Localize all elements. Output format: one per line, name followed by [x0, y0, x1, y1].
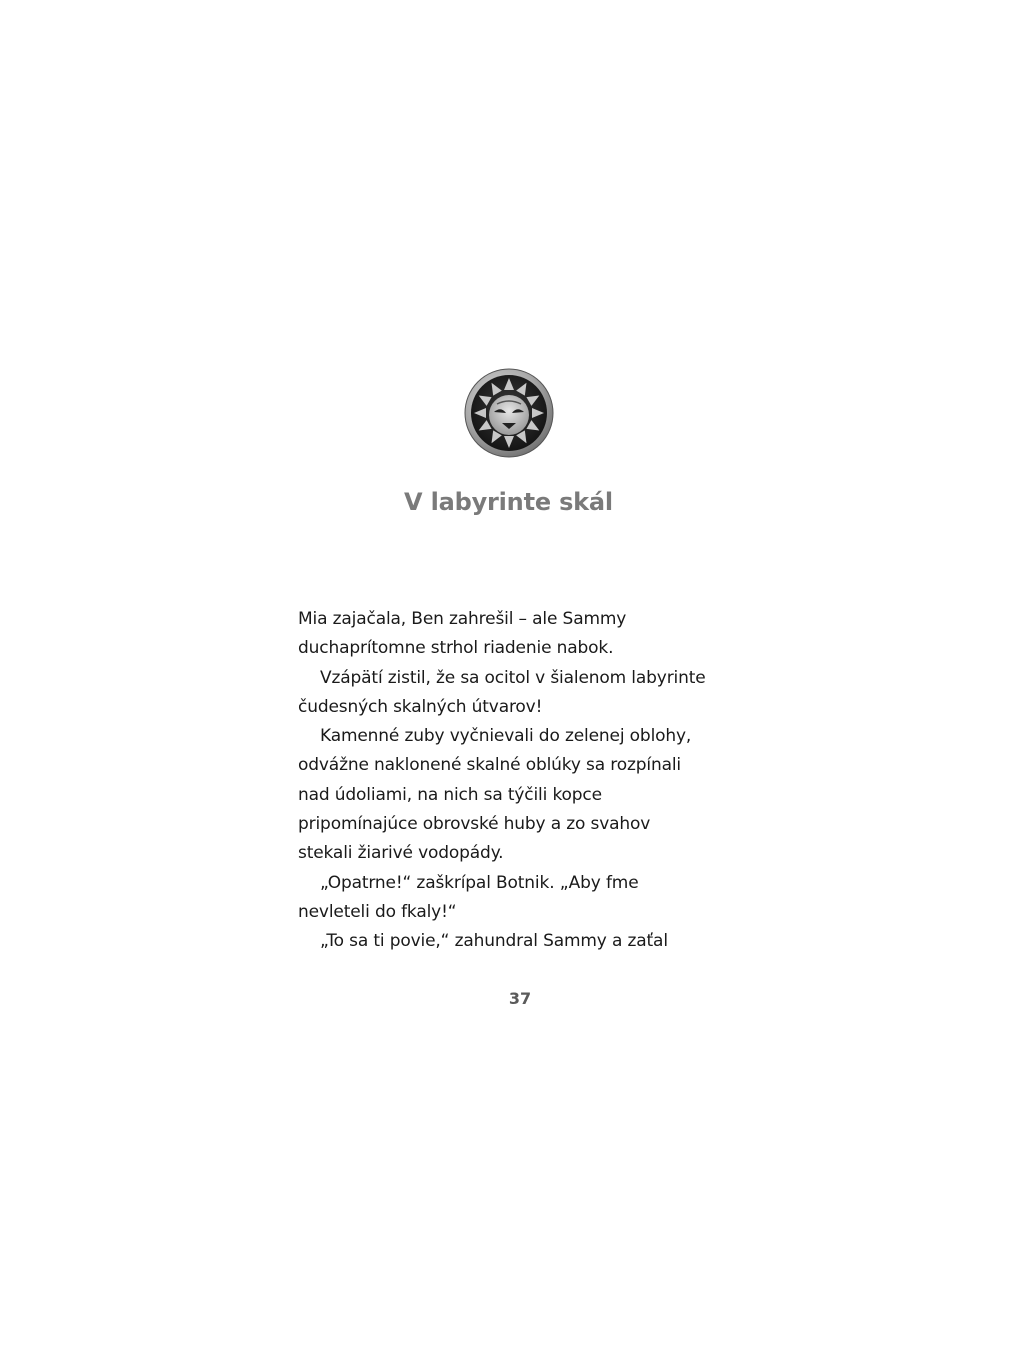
text-line: čudesných skalných útvarov! [298, 696, 543, 717]
chapter-title: V labyrinte skál [404, 488, 613, 516]
text-line: odvážne naklonené skalné oblúky sa rozpínali [298, 755, 682, 776]
chapter-body-text [298, 605, 738, 957]
wolf-emblem-icon [464, 368, 554, 458]
text-line: „To sa ti povie,“ zahundral Sammy a zaťal [320, 931, 668, 952]
text-line: pripomínajúce obrovské huby a zo svahov [298, 814, 651, 835]
text-line: stekali žiarivé vodopády. [298, 843, 504, 864]
text-line: nevleteli do fkaly!“ [298, 901, 457, 922]
text-line: duchaprítomne strhol riadenie nabok. [298, 638, 614, 659]
text-line: Kamenné zuby vyčnievali do zelenej oblohy, [320, 726, 692, 747]
text-line: „Opatrne!“ zaškrípal Botnik. „Aby fme [320, 872, 639, 893]
text-line: Vzápätí zistil, že sa ocitol v šialenom labyrinte [320, 667, 706, 688]
text-line: nad údoliami, na nich sa týčili kopce [298, 784, 602, 805]
page-number: 37 [508, 989, 532, 1008]
text-line: Mia zajačala, Ben zahrešil – ale Sammy [298, 609, 627, 629]
